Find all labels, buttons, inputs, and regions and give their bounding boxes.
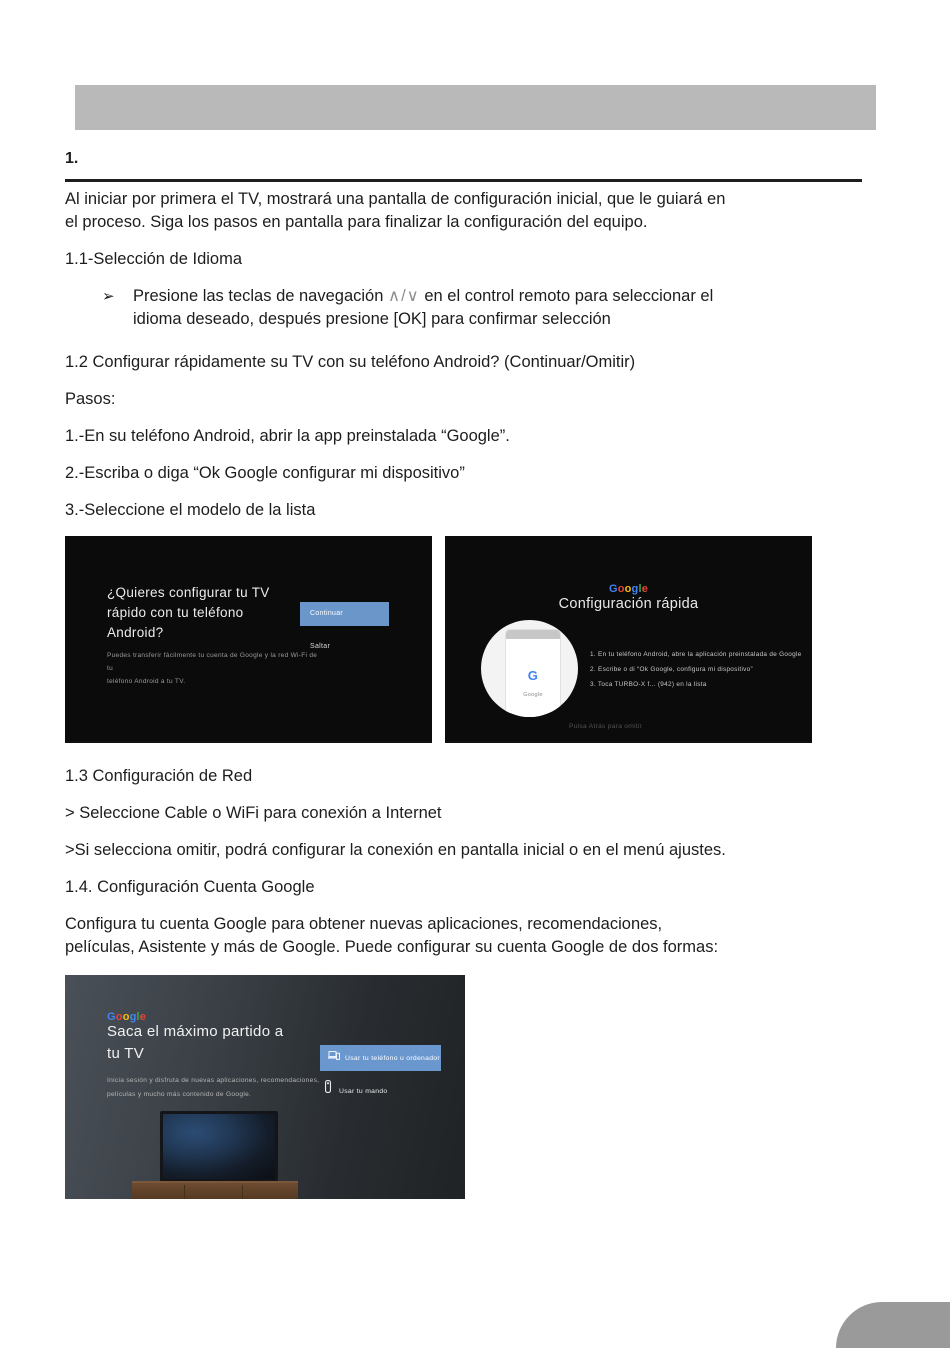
setup-screenshots-row bbox=[65, 536, 871, 743]
skip-button: Saltar bbox=[310, 643, 331, 650]
bullet-text bbox=[133, 285, 833, 331]
text-line: ¿Quieres configurar tu TV bbox=[107, 585, 270, 600]
text-line: Inicia sesión y disfruta de nuevas aplicaciones, recomendaciones, bbox=[107, 1077, 320, 1084]
step-3: 3.-Seleccione el modelo de la lista bbox=[65, 501, 316, 519]
skip-hint-text: Pulsa Atrás para omitir bbox=[569, 723, 643, 730]
account-screen-title bbox=[107, 1021, 327, 1065]
document-content bbox=[65, 147, 871, 1199]
tv-prompt-subtitle bbox=[107, 649, 325, 688]
use-phone-or-computer-button bbox=[320, 1045, 441, 1071]
network-line-2: >Si selecciona omitir, podrá configurar la conexión en pantalla inicial o en el menú ajustes. bbox=[65, 841, 726, 859]
bullet-item bbox=[102, 285, 871, 331]
phone-illustration bbox=[481, 620, 578, 717]
arrow-bullet-icon: ➢ bbox=[102, 288, 115, 305]
remote-icon bbox=[325, 1080, 331, 1103]
text-line: películas y mucho más contenido de Google. bbox=[107, 1091, 252, 1098]
google-account-paragraph bbox=[65, 913, 871, 959]
quick-setup-steps-list bbox=[590, 647, 802, 692]
nav-keys-symbol: ∧/∨ bbox=[388, 287, 420, 305]
section-divider bbox=[65, 179, 862, 182]
tv-prompt-title bbox=[107, 583, 302, 643]
text-line: idioma deseado, después presione [OK] para confirmar selección bbox=[133, 310, 611, 328]
account-screen-subtitle bbox=[107, 1074, 322, 1102]
step-1: 1.-En su teléfono Android, abrir la app preinstalada “Google”. bbox=[65, 427, 510, 445]
section-number: 1. bbox=[65, 150, 79, 167]
continue-button: Continuar bbox=[300, 602, 389, 626]
cabinet-seam bbox=[242, 1185, 243, 1199]
section-1-2-title: 1.2 Configurar rápidamente su TV con su teléfono Android? (Continuar/Omitir) bbox=[65, 353, 636, 371]
laptop-phone-icon bbox=[328, 1047, 340, 1070]
section-1-1-title: 1.1-Selección de Idioma bbox=[65, 250, 243, 268]
page-corner-tab bbox=[836, 1302, 950, 1348]
screenshot-quick-setup-prompt bbox=[65, 536, 432, 743]
use-remote-button bbox=[325, 1080, 387, 1103]
button-label: Usar tu mando bbox=[339, 1088, 388, 1095]
text-line: rápido con tu teléfono bbox=[107, 605, 244, 620]
network-line-1: > Seleccione Cable o WiFi para conexión a Internet bbox=[65, 804, 442, 822]
text-line: Android? bbox=[107, 625, 164, 640]
tv-image bbox=[160, 1111, 278, 1182]
section-header-bar bbox=[75, 85, 876, 130]
screenshot-google-account bbox=[65, 975, 465, 1199]
quick-setup-title: Configuración rápida bbox=[558, 596, 699, 612]
text-segment: Presione las teclas de navegación bbox=[133, 287, 388, 305]
step-2: 2.-Escriba o diga “Ok Google configurar mi dispositivo” bbox=[65, 464, 465, 482]
button-label: Usar tu teléfono u ordenador bbox=[345, 1054, 440, 1062]
google-logo: Google bbox=[608, 583, 649, 595]
text-line: teléfono Android a tu TV. bbox=[107, 678, 186, 685]
tv-cabinet-image bbox=[132, 1181, 298, 1199]
text-line: tu TV bbox=[107, 1045, 145, 1062]
google-g-icon: G bbox=[527, 668, 539, 683]
cabinet-seam bbox=[184, 1185, 185, 1199]
phone-app-label: Google bbox=[523, 692, 543, 698]
text-line: el proceso. Siga los pasos en pantalla para finalizar la configuración del equipo. bbox=[65, 213, 648, 231]
text-segment: en el control remoto para seleccionar el bbox=[419, 287, 714, 305]
list-item: 1. En tu teléfono Android, abre la aplicación preinstalada de Google bbox=[590, 651, 802, 658]
google-logo: Google bbox=[107, 1011, 147, 1023]
text-line: películas, Asistente y más de Google. Puede configurar su cuenta Google de dos formas: bbox=[65, 938, 719, 956]
text-line: Puedes transferir fácilmente tu cuenta de Google y la red Wi-Fi de tu bbox=[107, 652, 318, 672]
section-1-4-title: 1.4. Configuración Cuenta Google bbox=[65, 878, 315, 896]
screenshot-quick-setup-steps bbox=[445, 536, 812, 743]
section-1-3-title: 1.3 Configuración de Red bbox=[65, 767, 253, 785]
list-item: 2. Escribe o di “Ok Google, configura mi dispositivo” bbox=[590, 666, 753, 673]
steps-label: Pasos: bbox=[65, 390, 116, 408]
text-line: Configura tu cuenta Google para obtener nuevas aplicaciones, recomendaciones, bbox=[65, 915, 663, 933]
intro-paragraph bbox=[65, 188, 871, 234]
list-item: 3. Toca TURBO-X f... (942) en la lista bbox=[590, 681, 707, 688]
phone-icon bbox=[505, 629, 561, 717]
phone-status-bar bbox=[506, 630, 560, 639]
text-line: Saca el máximo partido a bbox=[107, 1023, 284, 1040]
text-line: Al iniciar por primera el TV, mostrará una pantalla de configuración inicial, que le guiará en bbox=[65, 190, 726, 208]
